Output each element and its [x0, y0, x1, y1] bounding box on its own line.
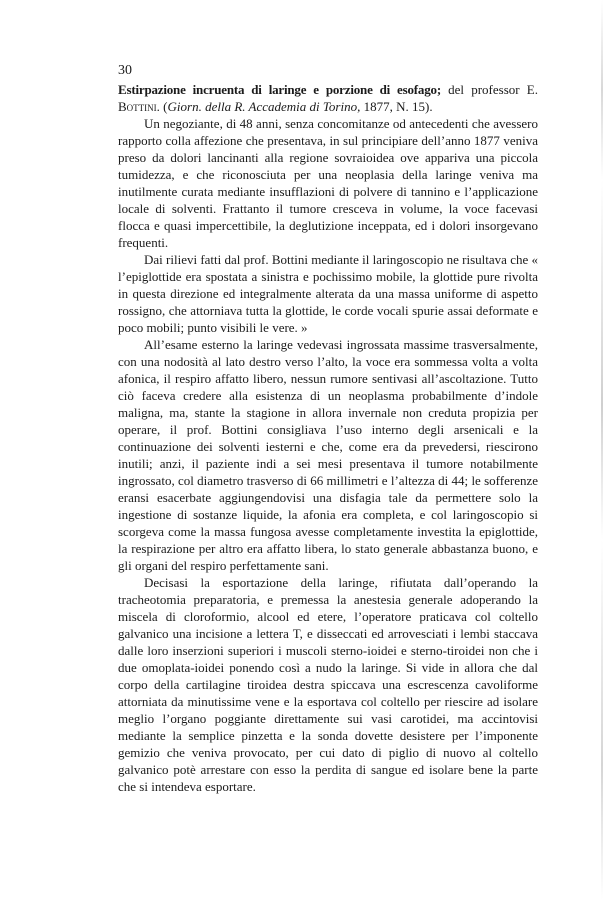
paragraph-1: Un negoziante, di 48 anni, senza concomitanze od antecedenti che avessero rapporto colla affezione che presentava, in sul principiare dell’anno 1877 veniva preso da dolori lancinanti alla regione sovraioidea ove appariva una piccola tumidezza, e che riconosciuta per una neoplasia della laringe veniva ma inutilmente curata mediante insufflazioni di polvere di tannino e l’applicazione locale di solventi. Frattanto il tumore cresceva in volume, la voce facevasi flocca e quasi impercettibile, la deglutizione inceppata, ed i dolori insorgevano frequenti. — [118, 116, 538, 250]
author-name: E. Bottini. — [118, 82, 538, 114]
paragraph-2: Dai rilievi fatti dal prof. Bottini mediante il laringoscopio ne risultava che « l’epiglottide era spostata a sinistra e pochissimo mobile, la glottide pure rivolta in questa direzione ed integralmente alterata da una massa uniforme di aspetto rossigno, che attorniava tutta la glottide, le corde vocali spurie assai deformate e poco mobili; punto visibili le vere. » — [118, 252, 538, 335]
journal-name: Giorn. della R. Accademia di Torino, — [167, 99, 361, 114]
heading-rest: del professor — [440, 82, 520, 97]
article-heading — [118, 81, 538, 115]
page-edge-shadow — [601, 0, 603, 900]
article-title: Estirpazione incruenta di laringe e porzione di esofago; — [118, 82, 441, 97]
citation-details: 1877, N. 15). — [360, 99, 433, 114]
citation-open: ( — [159, 99, 168, 114]
paragraph-4: Decisasi la esportazione della laringe, rifiutata dall’operando la tracheotomia preparatoria, e premessa la anestesia generale adoperando la miscela di cloroformio, alcool ed etere, l’operatore praticava col coltello galvanico una incisione a lettera T, e disseccati ed arrovesciati i lembi staccava dalle loro inserzioni superiori i muscoli sterno-ioidei e sterno-tiroidei non che i due omoplata-ioidei ponendo così a nudo la laringe. Si vide in allora che dal corpo della cartilagine tiroidea destra spiccava una escrescenza cavoliforme attorniata da minutissime vene e la esportava col coltello per riescire ad isolare meglio l’organo poggiante direttamente sui vasi carotidei, ma accintovisi mediante la semplice pinzetta e la sonda dovette desistere per l’imponente gemizio che veniva provocato, per cui dato di piglio di nuovo al coltello galvanico potè arrestare con esso la perdita di sangue ed isolare bene la parte che si intendeva esportare. — [118, 575, 538, 794]
paragraph-3: All’esame esterno la laringe vedevasi ingrossata massime trasversalmente, con una nodosità al lato destro verso l’alto, la voce era sommessa volta a volta afonica, il respiro affatto libero, nessun rumore sentivasi all’ascoltazione. Tutto ciò faceva credere alla esistenza di un neoplasma probabilmente d’indole maligna, ma, stante la stagione in allora invernale non creduta propizia per operare, il prof. Bottini consigliava l’uso interno degli arsenicali e la continuazione dei solventi iesterni e che, come era da prevedersi, riescirono inutili; anzi, il paziente indi a sei mesi presentava il tumore notabilmente ingrossato, col diametro trasverso di 66 millimetri e l’altezza di 44; le sofferenze eransi esacerbate aggiungendovisi una disfagia tale da permettere solo la ingestione di sostanze liquide, la afonia era completa, e col laringoscopio si scorgeva come la massa fungosa avesse completamente investita la epiglottide, la respirazione per altro era affatto libera, lo stato generale abbastanza buono, e gli organi del respiro perfettamente sani. — [118, 337, 538, 573]
book-page — [118, 62, 538, 795]
page-number: 30 — [118, 63, 132, 78]
